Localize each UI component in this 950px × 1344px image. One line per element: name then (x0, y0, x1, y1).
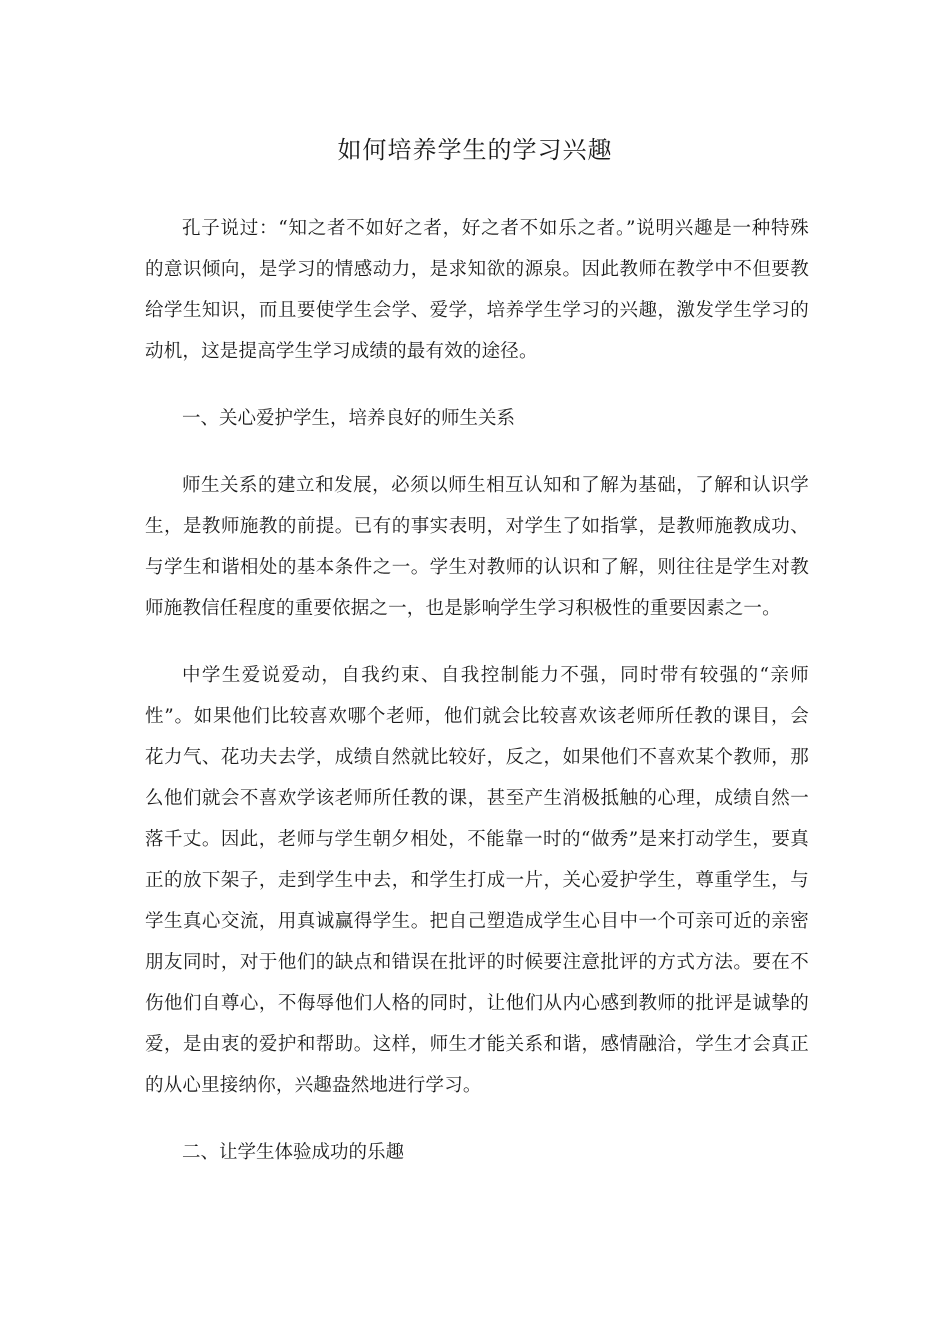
section-1-paragraph-2: 中学生爱说爱动，自我约束、自我控制能力不强，同时带有较强的“亲师性”。如果他们比较喜欢哪个老师，他们就会比较喜欢该老师所任教的课目，会花力气、花功夫去学，成绩自然就比较好，反之，如果他们不喜欢某个教师，那么他们就会不喜欢学该老师所任教的课，甚至产生消极抵触的心理，成绩自然一落千丈。因此，老师与学生朝夕相处，不能靠一时的“做秀”是来打动学生，要真正的放下架子，走到学生中去，和学生打成一片，关心爱护学生，尊重学生，与学生真心交流，用真诚赢得学生。把自己塑造成学生心目中一个可亲可近的亲密朋友同时，对于他们的缺点和错误在批评的时候要注意批评的方式方法。要在不伤他们自尊心，不侮辱他们人格的同时，让他们从内心感到教师的批评是诚挚的爱，是由衷的爱护和帮助。这样，师生才能关系和谐，感情融洽，学生才会真正的从心里接纳你，兴趣盎然地进行学习。 (145, 665, 809, 1096)
section-heading-1: 一、关心爱护学生，培养良好的师生关系 (182, 408, 516, 429)
document-title: 如何培养学生的学习兴趣 (337, 136, 613, 164)
section-1-paragraph-1: 师生关系的建立和发展，必须以师生相互认知和了解为基础，了解和认识学生，是教师施教的前提。已有的事实表明，对学生了如指掌，是教师施教成功、与学生和谐相处的基本条件之一。学生对教师的认识和了解，则往往是学生对教师施教信任程度的重要依据之一，也是影响学生学习积极性的重要因素之一。 (145, 475, 809, 619)
document-body (145, 208, 809, 1199)
section-heading-2: 二、让学生体验成功的乐趣 (182, 1142, 405, 1163)
intro-paragraph: 孔子说过：“知之者不如好之者，好之者不如乐之者。”说明兴趣是一种特殊的意识倾向，是学习的情感动力，是求知欲的源泉。因此教师在教学中不但要教给学生知识，而且要使学生会学、爱学，培养学生学习的兴趣，激发学生学习的动机，这是提高学生学习成绩的最有效的途径。 (145, 218, 809, 362)
